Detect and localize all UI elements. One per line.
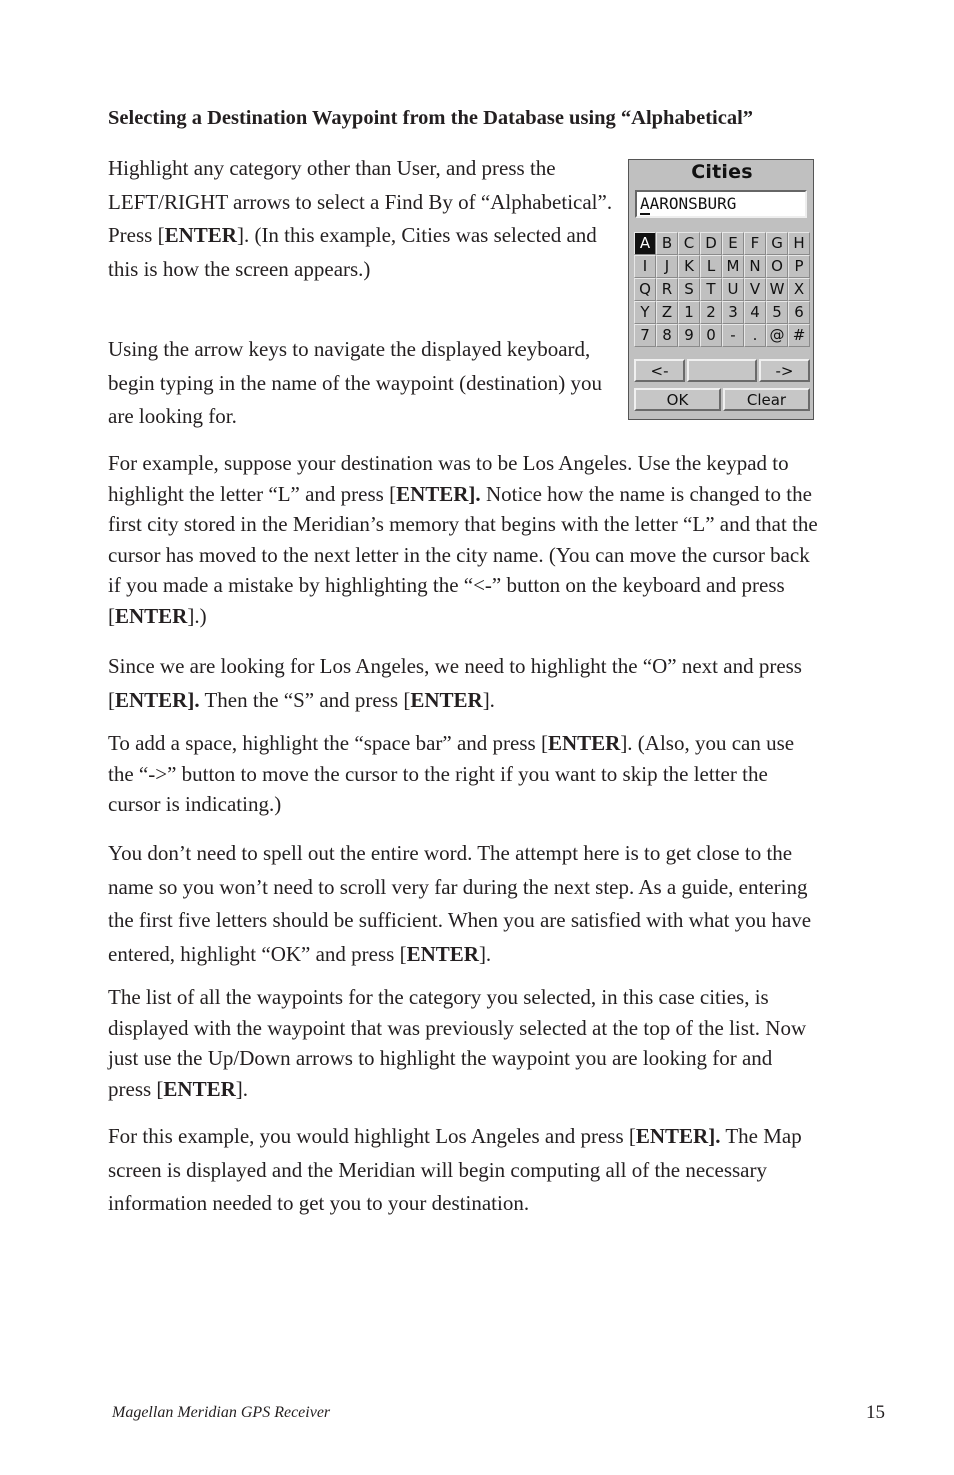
text-run: Since we are looking for Los Angeles, we need to highlight the “O” next and press [ bbox=[108, 654, 802, 712]
cursor-forward-button[interactable]: -> bbox=[759, 359, 810, 382]
key-s[interactable]: S bbox=[678, 278, 700, 301]
text-run: ]. bbox=[235, 1076, 249, 1101]
key-dash[interactable]: - bbox=[722, 324, 744, 347]
key-at[interactable]: @ bbox=[766, 324, 788, 347]
waypoint-name-field[interactable] bbox=[635, 190, 807, 218]
text-run: The list of all the waypoints for the category you selected, in this case cities, is displayed with the waypoint that was previously selected at the top of the list. Now just use the Up/Down arrows to highlight the waypoint you are looking for and press [ bbox=[108, 985, 807, 1101]
key-f[interactable]: F bbox=[744, 232, 766, 255]
section-heading: Selecting a Destination Waypoint from the Database using “Alphabetical” bbox=[108, 107, 754, 129]
page-number: 15 bbox=[866, 1402, 885, 1423]
cursor-letter: A bbox=[640, 194, 650, 213]
key-k[interactable]: K bbox=[678, 255, 700, 278]
text-run: For this example, you would highlight Los Angeles and press [ bbox=[108, 1124, 636, 1148]
key-e[interactable]: E bbox=[722, 232, 744, 255]
key-0[interactable]: 0 bbox=[700, 324, 722, 347]
enter-key-label: ENTER bbox=[115, 603, 188, 628]
key-x[interactable]: X bbox=[788, 278, 810, 301]
text-run: ]. (Also, you can use the “->” button to move the cursor to the right if you want to skip the letter the cursor is indicating.) bbox=[108, 731, 795, 816]
enter-key-label: ENTER bbox=[163, 1076, 236, 1101]
cursor-button-row bbox=[634, 359, 810, 382]
text-run: For example, suppose your destination was to be Los Angeles. Use the keypad to highlight the letter “L” and press [ bbox=[108, 451, 789, 506]
gps-alphabetical-keyboard-screen bbox=[628, 159, 814, 420]
key-hash[interactable]: # bbox=[788, 324, 810, 347]
text-run: The Map screen is displayed and the Meridian will begin computing all of the necessary information needed to get you to your destination. bbox=[108, 1124, 802, 1215]
paragraph-spelling-tip bbox=[108, 837, 820, 971]
letter-keypad bbox=[634, 232, 810, 347]
text-run: To add a space, highlight the “space bar” and press [ bbox=[108, 731, 548, 755]
paragraph-navigate-keyboard: Using the arrow keys to navigate the displayed keyboard, begin typing in the name of the waypoint (destination) you are looking for. bbox=[108, 337, 602, 428]
key-p[interactable]: P bbox=[788, 255, 810, 278]
key-1[interactable]: 1 bbox=[678, 301, 700, 324]
key-g[interactable]: G bbox=[766, 232, 788, 255]
cursor-back-button[interactable]: <- bbox=[634, 359, 685, 382]
key-n[interactable]: N bbox=[744, 255, 766, 278]
key-u[interactable]: U bbox=[722, 278, 744, 301]
key-q[interactable]: Q bbox=[634, 278, 656, 301]
space-bar-button[interactable] bbox=[687, 359, 757, 382]
key-4[interactable]: 4 bbox=[744, 301, 766, 324]
key-y[interactable]: Y bbox=[634, 301, 656, 324]
key-9[interactable]: 9 bbox=[678, 324, 700, 347]
paragraph-map-screen bbox=[108, 1120, 820, 1221]
key-dot[interactable]: . bbox=[744, 324, 766, 347]
text-run: You don’t need to spell out the entire word. The attempt here is to get close to the name so you won’t need to scroll very far during the next step. As a guide, entering the first five letters should be sufficient. When you are satisfied with what you have entered, highlight “OK” and press [ bbox=[108, 841, 812, 966]
ok-button[interactable]: OK bbox=[634, 388, 721, 411]
paragraph-find-by bbox=[108, 152, 613, 286]
clear-button[interactable]: Clear bbox=[723, 388, 810, 411]
key-3[interactable]: 3 bbox=[722, 301, 744, 324]
enter-key-label: ENTER]. bbox=[635, 1124, 721, 1148]
key-8[interactable]: 8 bbox=[656, 324, 678, 347]
footer-title: Magellan Meridian GPS Receiver bbox=[112, 1404, 331, 1421]
enter-key-label: ENTER]. bbox=[396, 481, 481, 506]
enter-key-label: ENTER bbox=[410, 687, 483, 712]
enter-key-label: ENTER bbox=[547, 731, 621, 755]
enter-key-label: ENTER]. bbox=[115, 687, 200, 712]
text-run: ].) bbox=[187, 603, 207, 628]
key-a[interactable]: A bbox=[634, 232, 656, 255]
text-run: Then the “S” and press [ bbox=[199, 687, 411, 712]
key-l[interactable]: L bbox=[700, 255, 722, 278]
key-d[interactable]: D bbox=[700, 232, 722, 255]
enter-key-label: ENTER bbox=[406, 941, 479, 966]
paragraph-space-bar bbox=[108, 728, 820, 820]
key-2[interactable]: 2 bbox=[700, 301, 722, 324]
key-i[interactable]: I bbox=[634, 255, 656, 278]
screen-title: Cities bbox=[691, 161, 753, 183]
text-run: Highlight any category other than User, and press the LEFT/RIGHT arrows to select a Find By of “Alphabetical”. Press [ bbox=[108, 156, 613, 247]
key-m[interactable]: M bbox=[722, 255, 744, 278]
key-w[interactable]: W bbox=[766, 278, 788, 301]
text-run: Notice how the name is changed to the first city stored in the Meridian’s memory that begins with the letter “L” and that the cursor has moved to the next letter in the city name. (You can move the cursor back if you made a mistake by highlighting the “<-” button on the keyboard and press [ bbox=[108, 481, 818, 628]
text-run: ]. (In this example, Cities was selected and this is how the screen appears.) bbox=[108, 223, 597, 281]
key-o[interactable]: O bbox=[766, 255, 788, 278]
key-b[interactable]: B bbox=[656, 232, 678, 255]
key-j[interactable]: J bbox=[656, 255, 678, 278]
key-h[interactable]: H bbox=[788, 232, 810, 255]
paragraph-waypoint-list bbox=[108, 982, 820, 1104]
text-run: ]. bbox=[478, 941, 492, 966]
key-5[interactable]: 5 bbox=[766, 301, 788, 324]
enter-key-label: ENTER bbox=[164, 223, 237, 247]
text-run: ]. bbox=[482, 687, 495, 712]
name-remainder: ARONSBURG bbox=[649, 194, 737, 213]
paragraph-example-o-s bbox=[108, 650, 820, 717]
key-v[interactable]: V bbox=[744, 278, 766, 301]
key-z[interactable]: Z bbox=[656, 301, 678, 324]
paragraph-example-l bbox=[108, 448, 820, 631]
key-r[interactable]: R bbox=[656, 278, 678, 301]
key-7[interactable]: 7 bbox=[634, 324, 656, 347]
action-button-row bbox=[634, 388, 810, 411]
key-c[interactable]: C bbox=[678, 232, 700, 255]
key-6[interactable]: 6 bbox=[788, 301, 810, 324]
key-t[interactable]: T bbox=[700, 278, 722, 301]
